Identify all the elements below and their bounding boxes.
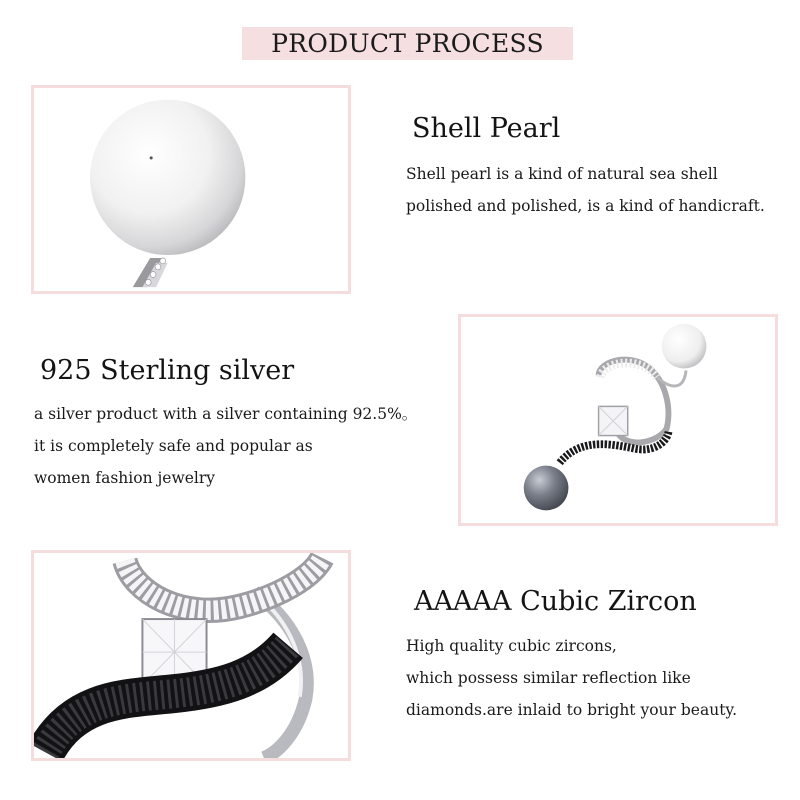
ring-image — [461, 317, 775, 523]
pearl-closeup-image — [34, 88, 348, 291]
description-line: High quality cubic zircons, — [406, 637, 617, 655]
cubic-zircon-heading: AAAAA Cubic Zircon — [414, 586, 697, 617]
page-title: PRODUCT PROCESS — [271, 29, 544, 58]
zircon-closeup-image — [34, 553, 348, 758]
ring-full-photo — [458, 314, 778, 526]
description-line: polished and polished, is a kind of handicraft. — [406, 197, 765, 215]
description-line: diamonds.are inlaid to bright your beauty. — [406, 701, 738, 719]
cubic-zircon-description — [406, 630, 737, 726]
cubic-zircon-photo — [31, 550, 351, 761]
sterling-silver-description — [34, 398, 417, 494]
description-line: a silver product with a silver containing 92.5%。 — [34, 405, 418, 423]
description-line: Shell pearl is a kind of natural sea shell — [406, 165, 718, 183]
sterling-silver-heading: 925 Sterling silver — [40, 355, 295, 386]
shell-pearl-heading: Shell Pearl — [412, 113, 561, 144]
description-line: which possess similar reflection like — [406, 669, 691, 687]
page-title-banner — [242, 27, 573, 60]
shell-pearl-photo — [31, 85, 351, 294]
description-line: it is completely safe and popular as — [34, 437, 313, 455]
shell-pearl-description — [406, 158, 765, 222]
description-line: women fashion jewelry — [34, 469, 216, 487]
